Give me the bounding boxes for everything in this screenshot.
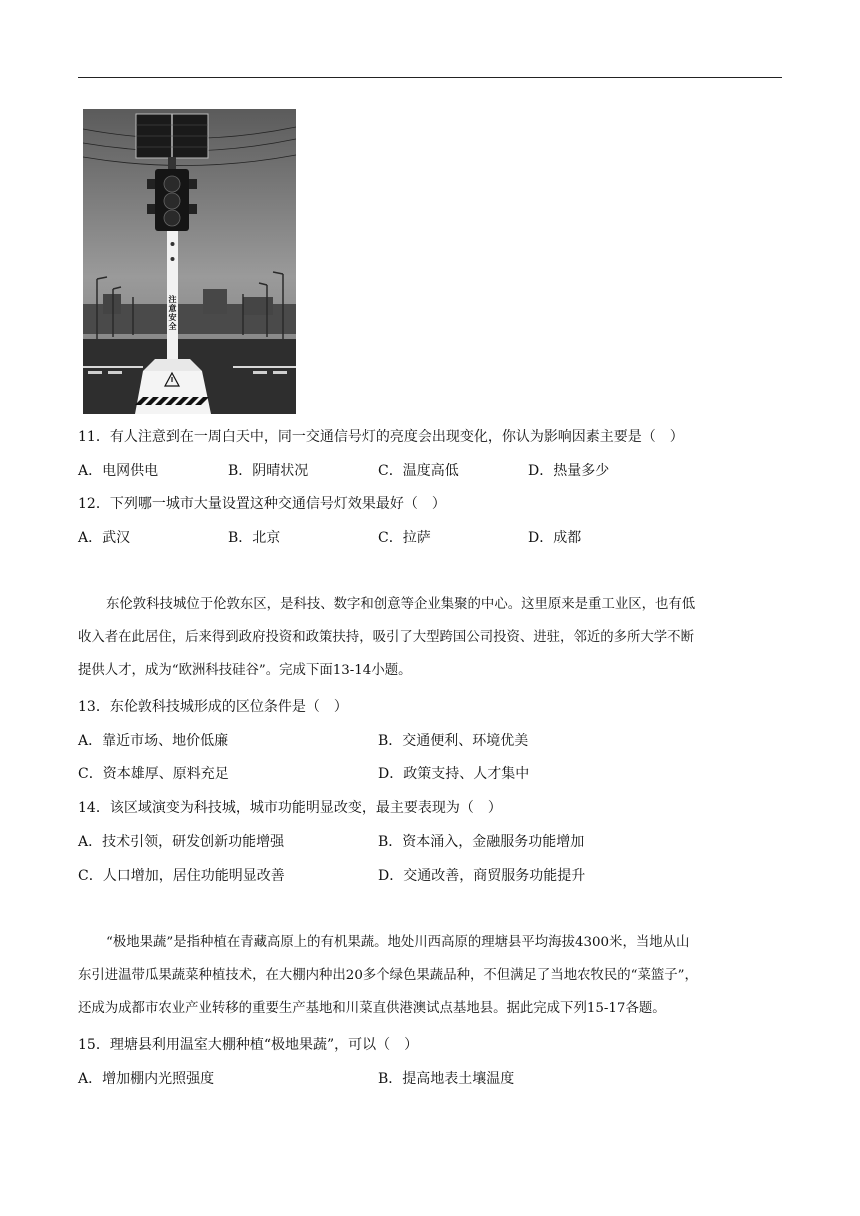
question-13-option-c: C．资本雄厚、原料充足 bbox=[78, 766, 229, 782]
passage-3-line-1: “极地果蔬”是指种植在青藏高原上的有机果蔬。地处川西高原的理塘县平均海拔4300米，当地从山 bbox=[106, 935, 690, 950]
passage-2-line-3: 提供人才，成为“欧洲科技硅谷”。完成下面13-14小题。 bbox=[78, 663, 412, 678]
question-15-option-b: B．提高地表土壤温度 bbox=[378, 1071, 515, 1087]
question-14-option-c: C．人口增加，居住功能明显改善 bbox=[78, 868, 285, 884]
question-12-stem: 12．下列哪一城市大量设置这种交通信号灯效果最好（ ） bbox=[78, 496, 446, 512]
question-14-stem: 14．该区域演变为科技城，城市功能明显改变，最主要表现为（ ） bbox=[78, 800, 502, 816]
question-12-option-a: A．武汉 bbox=[78, 530, 131, 546]
passage-2-line-1: 东伦敦科技城位于伦敦东区，是科技、数字和创意等企业集聚的中心。这里原来是重工业区，也有低 bbox=[106, 597, 696, 612]
question-11-option-c: C．温度高低 bbox=[378, 463, 459, 479]
question-12-option-b: B．北京 bbox=[228, 530, 281, 546]
question-14-option-d: D．交通改善，商贸服务功能提升 bbox=[378, 868, 586, 884]
question-12-option-d: D．成都 bbox=[528, 530, 582, 546]
question-12-option-c: C．拉萨 bbox=[378, 530, 431, 546]
passage-2-line-2: 收入者在此居住，后来得到政府投资和政策扶持，吸引了大型跨国公司投资、进驻，邻近的多所大学不断 bbox=[78, 630, 694, 645]
question-13-option-b: B．交通便利、环境优美 bbox=[378, 733, 529, 749]
question-11-option-b: B．阴晴状况 bbox=[228, 463, 309, 479]
question-13-option-d: D．政策支持、人才集中 bbox=[378, 766, 530, 782]
question-11-stem: 11．有人注意到在一周白天中，同一交通信号灯的亮度会出现变化，你认为影响因素主要是（ ） bbox=[78, 429, 684, 445]
question-11-option-a: A．电网供电 bbox=[78, 463, 159, 479]
passage-3-line-2: 东引进温带瓜果蔬菜种植技术，在大棚内种出20多个绿色果蔬品种，不但满足了当地农牧民的“菜篮子”， bbox=[78, 968, 698, 983]
traffic-light-photo bbox=[83, 109, 296, 414]
question-14-option-b: B．资本涌入，金融服务功能增加 bbox=[378, 834, 585, 850]
question-14-option-a: A．技术引领，研发创新功能增强 bbox=[78, 834, 285, 850]
question-15-stem: 15．理塘县利用温室大棚种植“极地果蔬”，可以（ ） bbox=[78, 1037, 419, 1053]
question-11-option-d: D．热量多少 bbox=[528, 463, 610, 479]
pole-warning-text: 注意安全 bbox=[168, 295, 177, 331]
question-15-option-a: A．增加棚内光照强度 bbox=[78, 1071, 215, 1087]
passage-3-line-3: 还成为成都市农业产业转移的重要生产基地和川菜直供港澳试点基地县。据此完成下列15-17各题。 bbox=[78, 1001, 666, 1016]
header-rule bbox=[78, 77, 782, 78]
question-13-option-a: A．靠近市场、地价低廉 bbox=[78, 733, 229, 749]
question-13-stem: 13．东伦敦科技城形成的区位条件是（ ） bbox=[78, 699, 348, 715]
